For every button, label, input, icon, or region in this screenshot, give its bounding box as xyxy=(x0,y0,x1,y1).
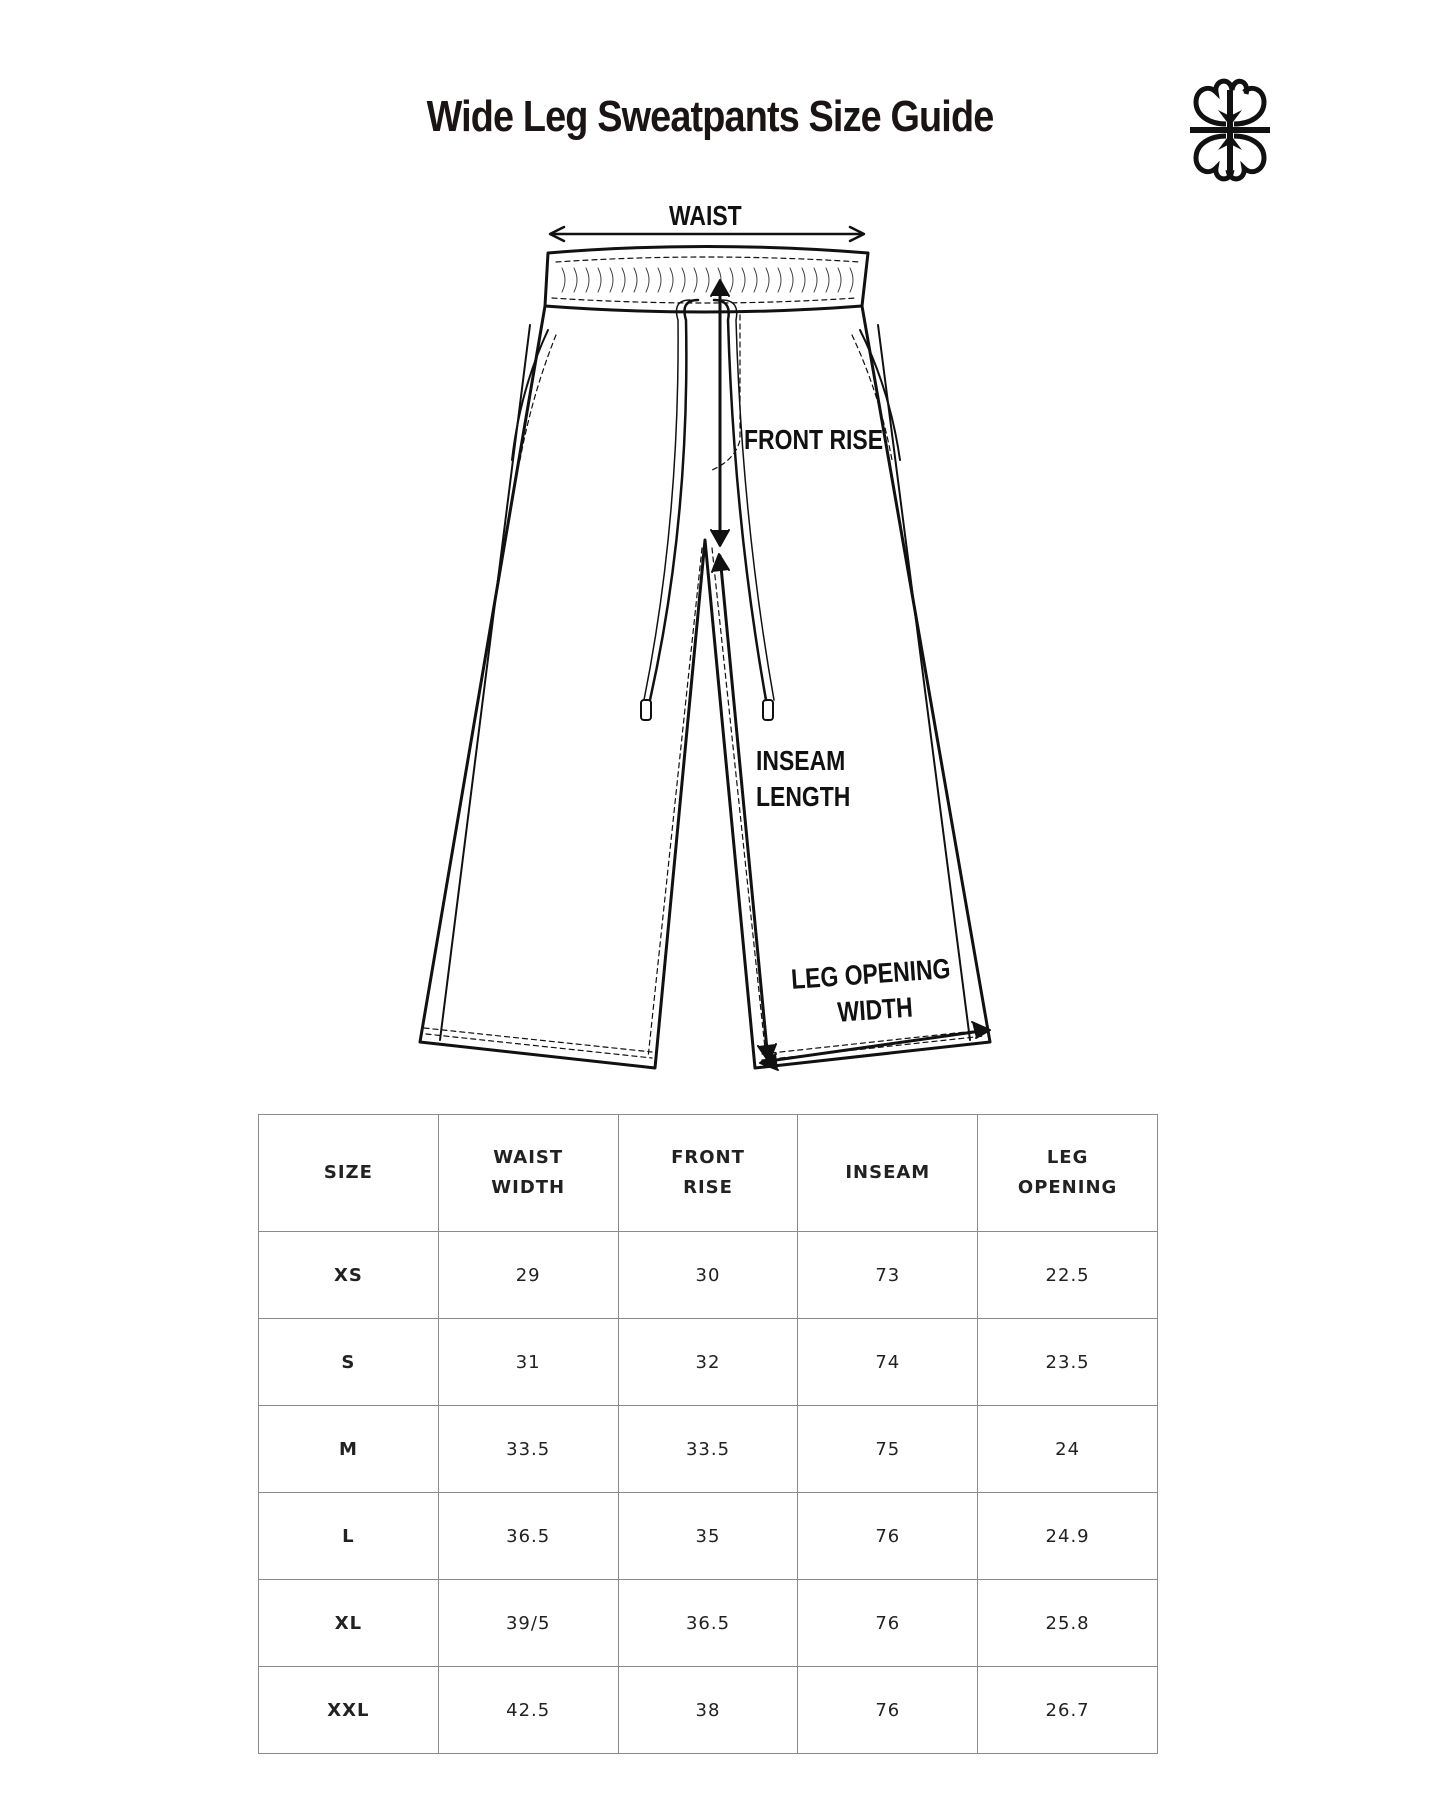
header-front-rise: FRONT RISE xyxy=(618,1115,798,1232)
inseam-label-line2: LENGTH xyxy=(756,781,851,812)
leg-opening-label xyxy=(790,948,989,1033)
table-header-row xyxy=(259,1115,1158,1232)
leg-opening-cell: 26.7 xyxy=(978,1667,1158,1754)
size-cell: S xyxy=(259,1319,439,1406)
waist-cell: 31 xyxy=(438,1319,618,1406)
leg-opening-cell: 23.5 xyxy=(978,1319,1158,1406)
header-waist-width: WAIST WIDTH xyxy=(438,1115,618,1232)
header-inseam: INSEAM xyxy=(798,1115,978,1232)
table-row xyxy=(259,1319,1158,1406)
front-rise-label: FRONT RISE xyxy=(744,424,884,455)
waist-cell: 33.5 xyxy=(438,1406,618,1493)
waist-cell: 39/5 xyxy=(438,1580,618,1667)
waist-cell: 29 xyxy=(438,1232,618,1319)
table-row xyxy=(259,1580,1158,1667)
leg-opening-cell: 22.5 xyxy=(978,1232,1158,1319)
table-row xyxy=(259,1232,1158,1319)
rise-cell: 32 xyxy=(618,1319,798,1406)
leg-opening-cell: 24 xyxy=(978,1406,1158,1493)
waist-cell: 42.5 xyxy=(438,1667,618,1754)
table-row xyxy=(259,1493,1158,1580)
waist-label: WAIST xyxy=(669,200,742,231)
size-table xyxy=(258,1114,1158,1754)
leg-opening-cell: 24.9 xyxy=(978,1493,1158,1580)
rise-cell: 36.5 xyxy=(618,1580,798,1667)
rise-cell: 35 xyxy=(618,1493,798,1580)
leg-opening-label-line2: WIDTH xyxy=(836,991,914,1028)
header-size: SIZE xyxy=(259,1115,439,1232)
leg-opening-cell: 25.8 xyxy=(978,1580,1158,1667)
inseam-cell: 75 xyxy=(798,1406,978,1493)
inseam-cell: 76 xyxy=(798,1667,978,1754)
table-row xyxy=(259,1667,1158,1754)
rise-cell: 38 xyxy=(618,1667,798,1754)
waist-cell: 36.5 xyxy=(438,1493,618,1580)
size-cell: M xyxy=(259,1406,439,1493)
leg-opening-label-line1: LEG OPENING xyxy=(790,952,952,995)
inseam-cell: 74 xyxy=(798,1319,978,1406)
rise-cell: 33.5 xyxy=(618,1406,798,1493)
size-cell: XS xyxy=(259,1232,439,1319)
rise-cell: 30 xyxy=(618,1232,798,1319)
table-row xyxy=(259,1406,1158,1493)
header-leg-opening: LEG OPENING xyxy=(978,1115,1158,1232)
inseam-cell: 76 xyxy=(798,1493,978,1580)
size-cell: L xyxy=(259,1493,439,1580)
inseam-cell: 76 xyxy=(798,1580,978,1667)
page-title: Wide Leg Sweatpants Size Guide xyxy=(426,92,994,141)
size-cell: XL xyxy=(259,1580,439,1667)
inseam-label-line1: INSEAM xyxy=(756,745,846,776)
size-cell: XXL xyxy=(259,1667,439,1754)
inseam-cell: 73 xyxy=(798,1232,978,1319)
